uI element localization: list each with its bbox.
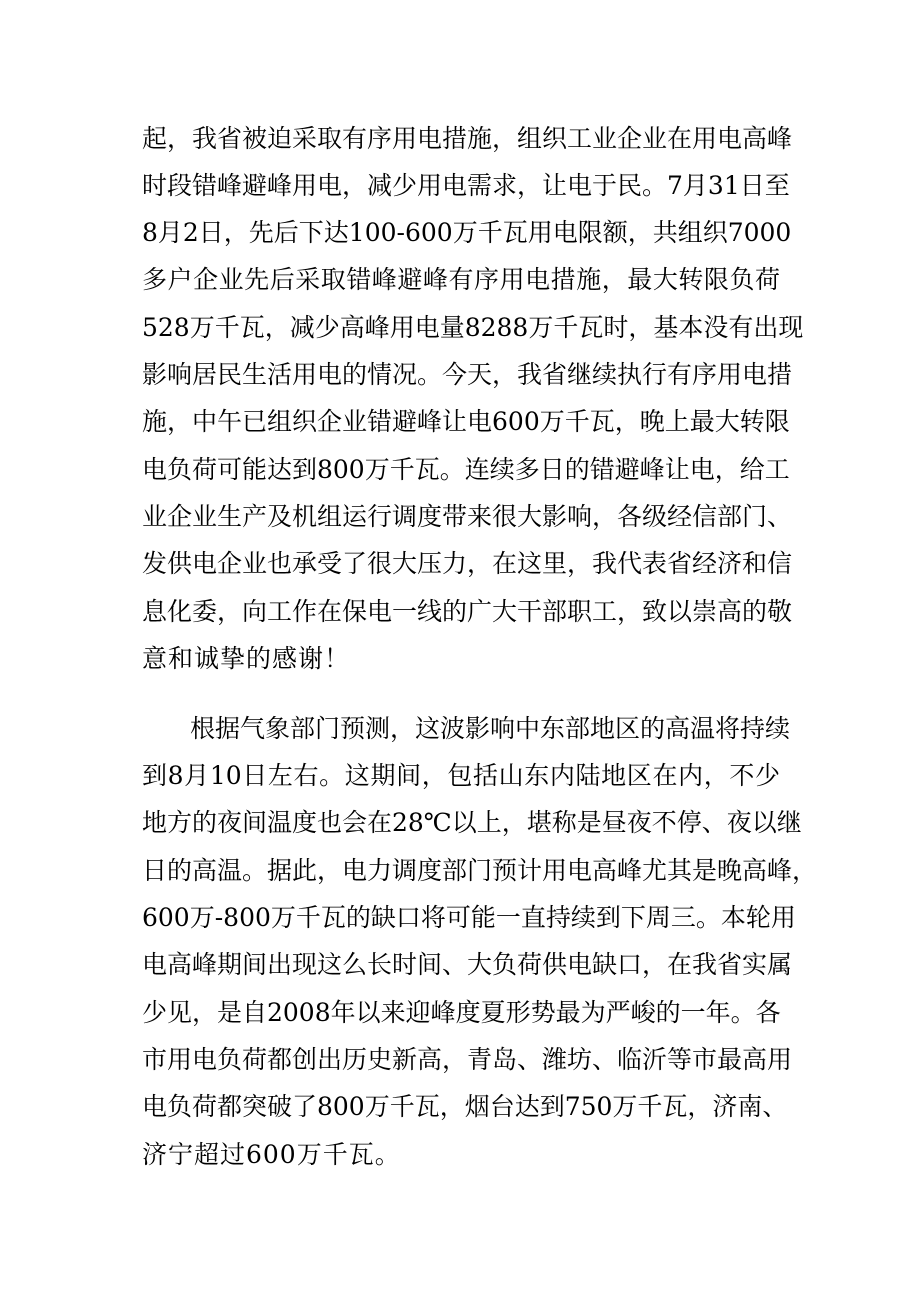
paragraph-line: 息化委，向工作在保电一线的广大干部职工，致以崇高的敬 [142, 597, 793, 626]
paragraph-line: 电高峰期间出现这么长时间、大负荷供电缺口，在我省实属 [142, 950, 793, 979]
paragraph-line: 地方的夜间温度也会在28℃以上，堪称是昼夜不停、夜以继 [142, 808, 802, 837]
paragraph-line: 施，中午已组织企业错避峰让电600万千瓦，晚上最大转限 [142, 407, 790, 436]
paragraph-line: 业企业生产及机组运行调度带来很大影响，各级经信部门、 [142, 502, 793, 531]
paragraph-line: 到8月10日左右。这期间，包括山东内陆地区在内，不少 [142, 761, 780, 790]
paragraph-line: 电负荷都突破了800万千瓦，烟台达到750万千瓦，济南、 [142, 1092, 788, 1121]
paragraph-line: 少见，是自2008年以来迎峰度夏形势最为严峻的一年。各 [142, 998, 781, 1027]
paragraph-line: 市用电负荷都创出历史新高，青岛、潍坊、临沂等市最高用 [142, 1045, 793, 1074]
paragraph-line: 根据气象部门预测，这波影响中东部地区的高温将持续 [190, 714, 791, 743]
paragraph-line: 电负荷可能达到800万千瓦。连续多日的错避峰让电，给工 [142, 455, 790, 484]
paragraph-line: 600万-800万千瓦的缺口将可能一直持续到下周三。本轮用 [142, 903, 796, 932]
paragraph-line: 日的高温。据此，电力调度部门预计用电高峰尤其是晚高峰， [142, 856, 818, 885]
paragraph-line: 济宁超过600万千瓦。 [142, 1140, 401, 1169]
paragraph-line: 意和诚挚的感谢！ [142, 644, 351, 673]
paragraph-line: 多户企业先后采取错峰避峰有序用电措施，最大转限负荷 [142, 265, 780, 294]
paragraph-line: 8月2日，先后下达100-600万千瓦用电限额，共组织7000 [142, 218, 792, 247]
paragraph-line: 时段错峰避峰用电，减少用电需求，让电于民。7月31日至 [142, 171, 790, 200]
paragraph-line: 影响居民生活用电的情况。今天，我省继续执行有序用电措 [142, 360, 793, 389]
paragraph-line: 528万千瓦，减少高峰用电量8288万千瓦时，基本没有出现 [142, 313, 804, 342]
paragraph-line: 起，我省被迫采取有序用电措施，组织工业企业在用电高峰 [142, 124, 793, 153]
paragraph-line: 发供电企业也承受了很大压力，在这里，我代表省经济和信 [142, 549, 793, 578]
